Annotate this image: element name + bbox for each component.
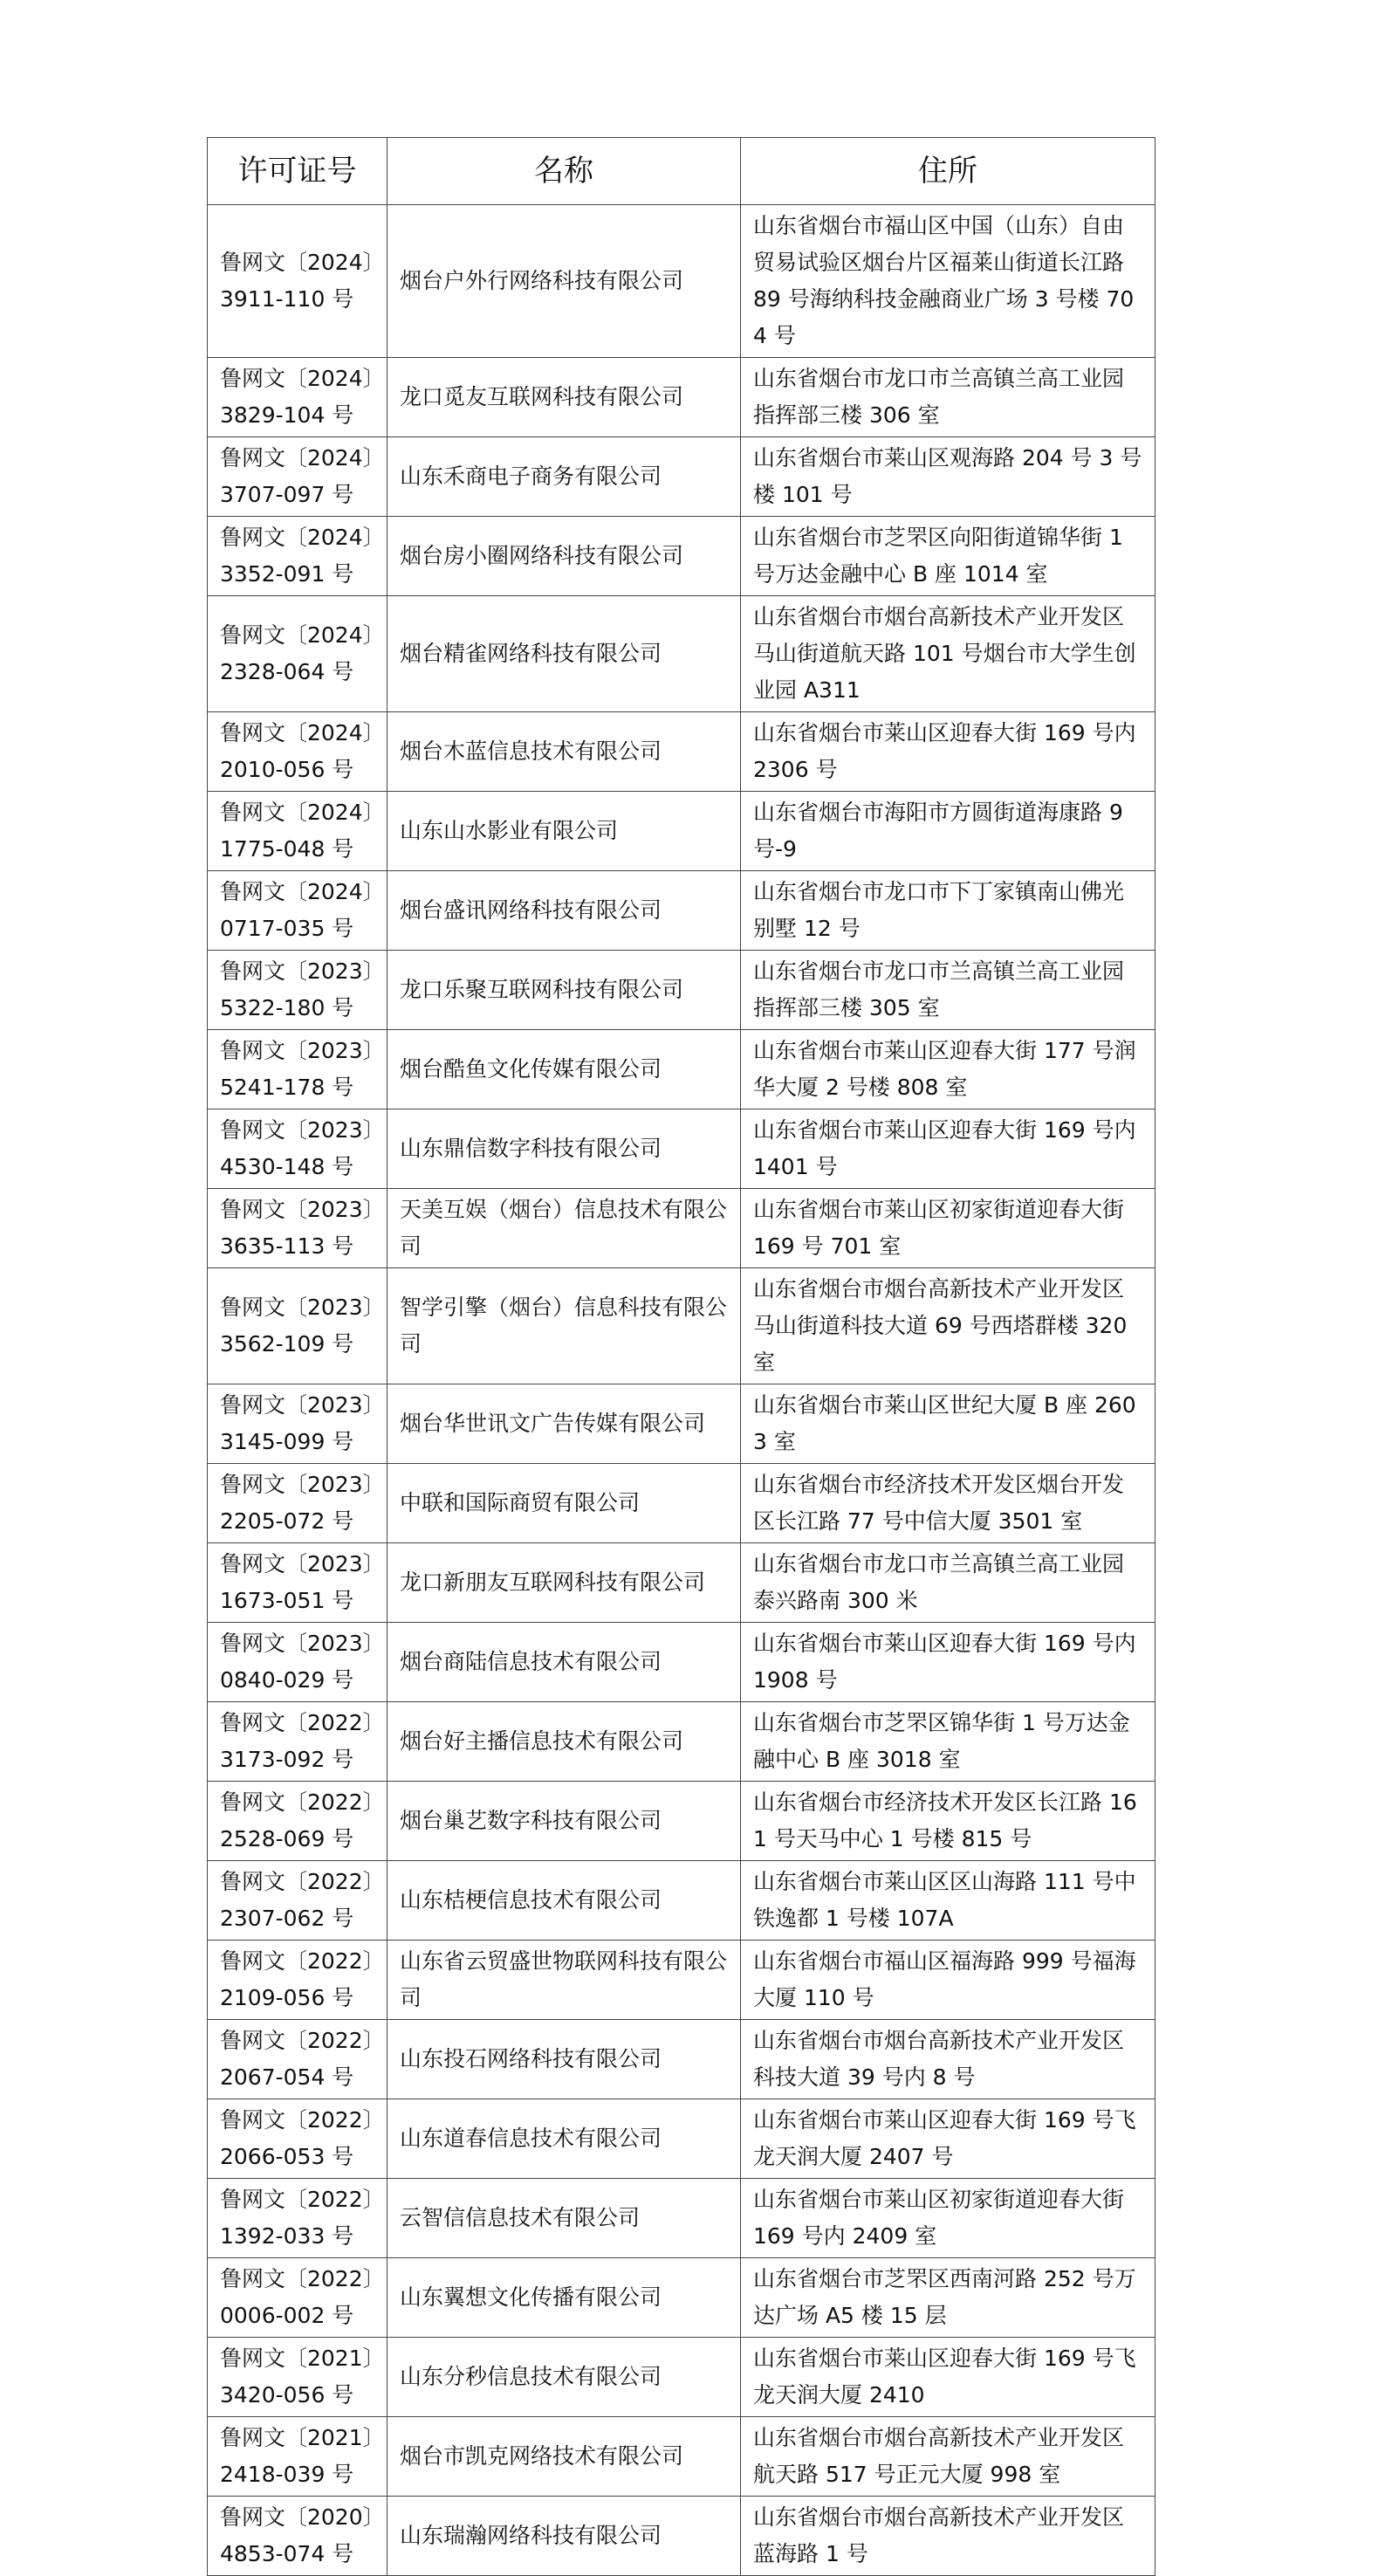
address-cell: 山东省烟台市经济技术开发区长江路 161 号天马中心 1 号楼 815 号 (741, 1782, 1155, 1861)
table-row (208, 1702, 1155, 1782)
company-name-cell: 龙口觅友互联网科技有限公司 (387, 358, 741, 437)
address-cell: 山东省烟台市莱山区迎春大街 169 号内 1401 号 (741, 1109, 1155, 1189)
company-name-cell: 山东省云贸盛世物联网科技有限公司 (387, 1941, 741, 2020)
company-name-cell: 山东分秒信息技术有限公司 (387, 2338, 741, 2417)
company-name-cell: 山东投石网络科技有限公司 (387, 2020, 741, 2099)
license-number-cell: 鲁网文〔2024〕3707-097 号 (208, 437, 387, 517)
address-cell: 山东省烟台市福山区福海路 999 号福海大厦 110 号 (741, 1941, 1155, 2020)
table-row (208, 712, 1155, 792)
address-cell: 山东省烟台市烟台高新技术产业开发区马山街道航天路 101 号烟台市大学生创业园 A311 (741, 596, 1155, 712)
company-name-cell: 烟台精雀网络科技有限公司 (387, 596, 741, 712)
company-name-cell: 山东禾商电子商务有限公司 (387, 437, 741, 517)
company-name-cell: 龙口新朋友互联网科技有限公司 (387, 1543, 741, 1623)
company-name-cell: 烟台市凯克网络技术有限公司 (387, 2417, 741, 2497)
company-name-cell: 山东道春信息技术有限公司 (387, 2099, 741, 2179)
address-cell: 山东省烟台市莱山区迎春大街 169 号内 2306 号 (741, 712, 1155, 792)
table-row (208, 2020, 1155, 2099)
license-number-cell: 鲁网文〔2022〕2066-053 号 (208, 2099, 387, 2179)
table-row (208, 1109, 1155, 1189)
license-number-cell: 鲁网文〔2024〕2010-056 号 (208, 712, 387, 792)
table-row (208, 1189, 1155, 1268)
address-cell: 山东省烟台市莱山区迎春大街 169 号飞龙天润大厦 2407 号 (741, 2099, 1155, 2179)
address-cell: 山东省烟台市龙口市兰高镇兰高工业园指挥部三楼 305 室 (741, 951, 1155, 1030)
company-name-cell: 烟台盛讯网络科技有限公司 (387, 871, 741, 951)
address-cell: 山东省烟台市芝罘区向阳街道锦华街 1 号万达金融中心 B 座 1014 室 (741, 517, 1155, 596)
address-cell: 山东省烟台市烟台高新技术产业开发区科技大道 39 号内 8 号 (741, 2020, 1155, 2099)
license-number-cell: 鲁网文〔2024〕2328-064 号 (208, 596, 387, 712)
table-row (208, 205, 1155, 358)
license-number-cell: 鲁网文〔2022〕2528-069 号 (208, 1782, 387, 1861)
company-name-cell: 中联和国际商贸有限公司 (387, 1464, 741, 1543)
table-row (208, 792, 1155, 871)
license-number-cell: 鲁网文〔2021〕2418-039 号 (208, 2417, 387, 2497)
address-cell: 山东省烟台市烟台高新技术产业开发区马山街道科技大道 69 号西塔群楼 320 室 (741, 1268, 1155, 1384)
company-name-cell: 山东桔梗信息技术有限公司 (387, 1861, 741, 1941)
company-name-cell: 山东山水影业有限公司 (387, 792, 741, 871)
company-name-cell: 烟台好主播信息技术有限公司 (387, 1702, 741, 1782)
license-number-cell: 鲁网文〔2024〕3911-110 号 (208, 205, 387, 358)
license-number-cell: 鲁网文〔2023〕5322-180 号 (208, 951, 387, 1030)
license-number-cell: 鲁网文〔2023〕0840-029 号 (208, 1623, 387, 1702)
license-number-cell: 鲁网文〔2023〕3145-099 号 (208, 1384, 387, 1464)
table-row (208, 1623, 1155, 1702)
address-cell: 山东省烟台市莱山区迎春大街 169 号内 1908 号 (741, 1623, 1155, 1702)
table-row (208, 1543, 1155, 1623)
address-cell: 山东省烟台市龙口市下丁家镇南山佛光别墅 12 号 (741, 871, 1155, 951)
company-name-cell: 烟台户外行网络科技有限公司 (387, 205, 741, 358)
license-number-cell: 鲁网文〔2022〕1392-033 号 (208, 2179, 387, 2258)
table-row (208, 2179, 1155, 2258)
table-row (208, 1030, 1155, 1109)
table-row (208, 596, 1155, 712)
table-row (208, 2497, 1155, 2576)
company-name-cell: 烟台房小圈网络科技有限公司 (387, 517, 741, 596)
company-name-cell: 云智信信息技术有限公司 (387, 2179, 741, 2258)
license-number-cell: 鲁网文〔2023〕3635-113 号 (208, 1189, 387, 1268)
company-name-cell: 烟台酷鱼文化传媒有限公司 (387, 1030, 741, 1109)
address-cell: 山东省烟台市莱山区区山海路 111 号中铁逸都 1 号楼 107A (741, 1861, 1155, 1941)
license-number-cell: 鲁网文〔2024〕0717-035 号 (208, 871, 387, 951)
table-row (208, 1941, 1155, 2020)
address-cell: 山东省烟台市经济技术开发区烟台开发区长江路 77 号中信大厦 3501 室 (741, 1464, 1155, 1543)
table-row (208, 2338, 1155, 2417)
table-row (208, 2258, 1155, 2338)
header-address: 住所 (741, 138, 1155, 205)
table-row (208, 1861, 1155, 1941)
table-row (208, 2417, 1155, 2497)
table-row (208, 871, 1155, 951)
address-cell: 山东省烟台市莱山区迎春大街 177 号润华大厦 2 号楼 808 室 (741, 1030, 1155, 1109)
license-number-cell: 鲁网文〔2022〕3173-092 号 (208, 1702, 387, 1782)
license-number-cell: 鲁网文〔2023〕2205-072 号 (208, 1464, 387, 1543)
table-row (208, 2099, 1155, 2179)
company-name-cell: 烟台商陆信息技术有限公司 (387, 1623, 741, 1702)
address-cell: 山东省烟台市海阳市方圆街道海康路 9 号-9 (741, 792, 1155, 871)
table-row (208, 517, 1155, 596)
table-row (208, 1464, 1155, 1543)
table-row (208, 1268, 1155, 1384)
license-number-cell: 鲁网文〔2024〕3829-104 号 (208, 358, 387, 437)
address-cell: 山东省烟台市莱山区世纪大厦 B 座 2603 室 (741, 1384, 1155, 1464)
license-number-cell: 鲁网文〔2022〕0006-002 号 (208, 2258, 387, 2338)
table-row (208, 951, 1155, 1030)
address-cell: 山东省烟台市莱山区观海路 204 号 3 号楼 101 号 (741, 437, 1155, 517)
address-cell: 山东省烟台市福山区中国（山东）自由贸易试验区烟台片区福莱山街道长江路 89 号海纳科技金融商业广场 3 号楼 704 号 (741, 205, 1155, 358)
license-number-cell: 鲁网文〔2023〕3562-109 号 (208, 1268, 387, 1384)
header-license-no: 许可证号 (208, 138, 387, 205)
company-name-cell: 山东鼎信数字科技有限公司 (387, 1109, 741, 1189)
company-name-cell: 山东瑞瀚网络科技有限公司 (387, 2497, 741, 2576)
address-cell: 山东省烟台市芝罘区锦华街 1 号万达金融中心 B 座 3018 室 (741, 1702, 1155, 1782)
address-cell: 山东省烟台市莱山区初家街道迎春大街 169 号内 2409 室 (741, 2179, 1155, 2258)
table-header-row (208, 138, 1155, 205)
address-cell: 山东省烟台市芝罘区西南河路 252 号万达广场 A5 楼 15 层 (741, 2258, 1155, 2338)
address-cell: 山东省烟台市龙口市兰高镇兰高工业园指挥部三楼 306 室 (741, 358, 1155, 437)
table-row (208, 1384, 1155, 1464)
company-name-cell: 烟台木蓝信息技术有限公司 (387, 712, 741, 792)
company-name-cell: 烟台巢艺数字科技有限公司 (387, 1782, 741, 1861)
company-name-cell: 天美互娱（烟台）信息技术有限公司 (387, 1189, 741, 1268)
address-cell: 山东省烟台市龙口市兰高镇兰高工业园泰兴路南 300 米 (741, 1543, 1155, 1623)
license-number-cell: 鲁网文〔2022〕2307-062 号 (208, 1861, 387, 1941)
license-number-cell: 鲁网文〔2020〕4853-074 号 (208, 2497, 387, 2576)
header-name: 名称 (387, 138, 741, 205)
address-cell: 山东省烟台市烟台高新技术产业开发区航天路 517 号正元大厦 998 室 (741, 2417, 1155, 2497)
license-number-cell: 鲁网文〔2022〕2067-054 号 (208, 2020, 387, 2099)
company-name-cell: 烟台华世讯文广告传媒有限公司 (387, 1384, 741, 1464)
license-number-cell: 鲁网文〔2024〕3352-091 号 (208, 517, 387, 596)
address-cell: 山东省烟台市莱山区初家街道迎春大街 169 号 701 室 (741, 1189, 1155, 1268)
address-cell: 山东省烟台市烟台高新技术产业开发区蓝海路 1 号 (741, 2497, 1155, 2576)
table-row (208, 1782, 1155, 1861)
table-body (208, 205, 1155, 2576)
table-row (208, 437, 1155, 517)
license-number-cell: 鲁网文〔2023〕4530-148 号 (208, 1109, 387, 1189)
company-name-cell: 山东翼想文化传播有限公司 (387, 2258, 741, 2338)
license-table (207, 137, 1155, 2576)
license-number-cell: 鲁网文〔2023〕5241-178 号 (208, 1030, 387, 1109)
table-row (208, 358, 1155, 437)
company-name-cell: 龙口乐聚互联网科技有限公司 (387, 951, 741, 1030)
license-number-cell: 鲁网文〔2021〕3420-056 号 (208, 2338, 387, 2417)
license-number-cell: 鲁网文〔2023〕1673-051 号 (208, 1543, 387, 1623)
license-number-cell: 鲁网文〔2022〕2109-056 号 (208, 1941, 387, 2020)
company-name-cell: 智学引擎（烟台）信息科技有限公司 (387, 1268, 741, 1384)
address-cell: 山东省烟台市莱山区迎春大街 169 号飞龙天润大厦 2410 (741, 2338, 1155, 2417)
license-number-cell: 鲁网文〔2024〕1775-048 号 (208, 792, 387, 871)
